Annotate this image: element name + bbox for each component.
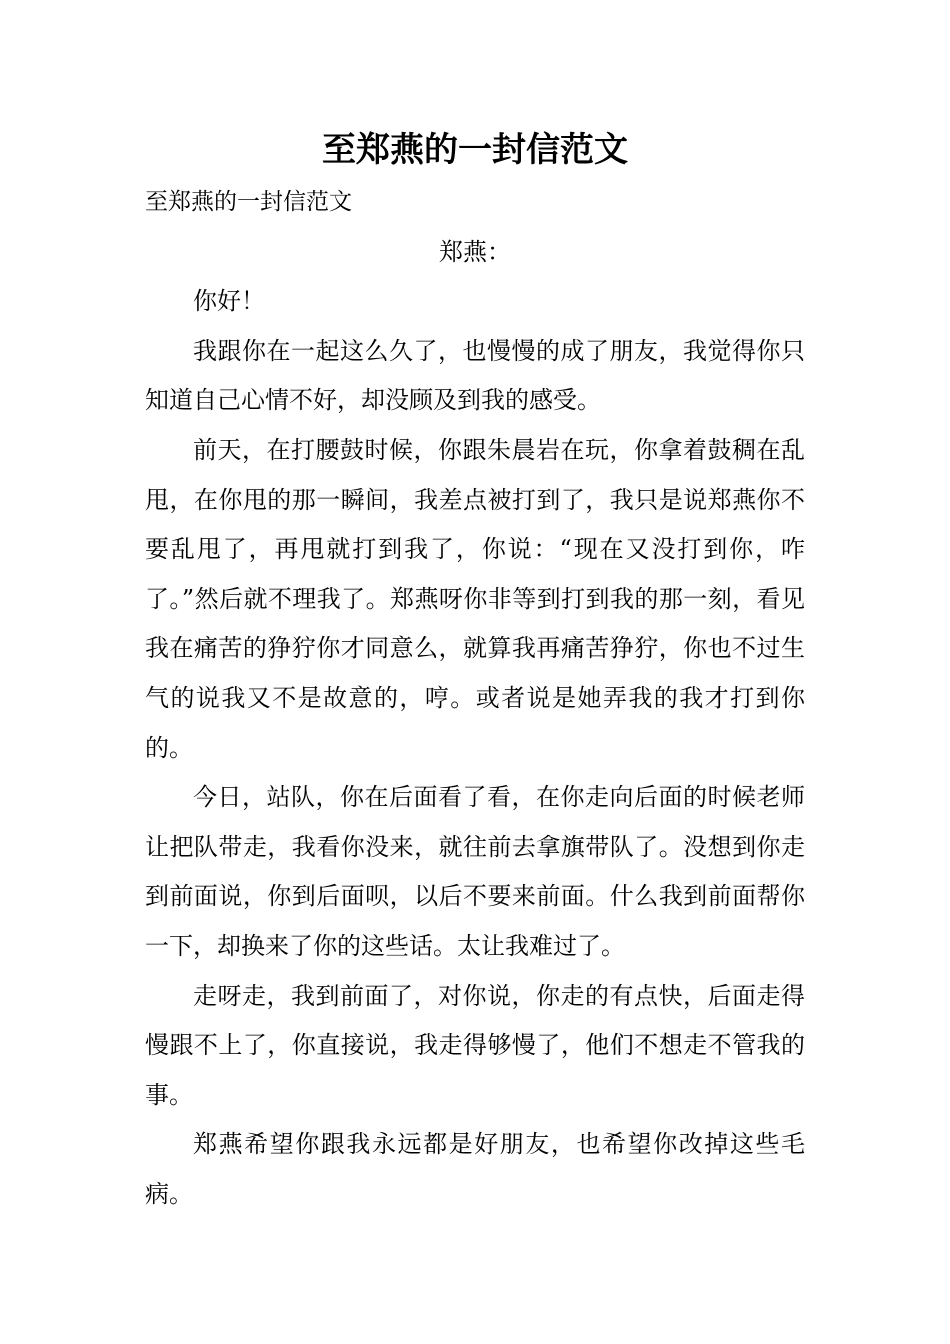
letter-paragraph: 前天，在打腰鼓时候，你跟朱晨岩在玩，你拿着鼓稠在乱甩，在你甩的那一瞬间，我差点被打到了，我只是说郑燕你不要乱甩了，再甩就打到我了，你说：“现在又没打到你，咋了。”然后就不理我了。郑燕呀你非等到打到我的那一刻，看见我在痛苦的狰狞你才同意么，就算我再痛苦狰狞，你也不过生气的说我又不是故意的，哼。或者说是她弄我的我才打到你的。 (145, 435, 805, 762)
document-subtitle: 至郑燕的一封信范文 (145, 189, 352, 215)
letter-paragraph: 我跟你在一起这么久了，也慢慢的成了朋友，我觉得你只知道自己心情不好，却没顾及到我的感受。 (145, 336, 805, 415)
letter-body (145, 178, 805, 1219)
letter-greeting: 你好！ (193, 287, 265, 316)
letter-paragraph: 今日，站队，你在后面看了看，在你走向后面的时候老师让把队带走，我看你没来，就往前去拿旗带队了。没想到你走到前面说，你到后面呗，以后不要来前面。什么我到前面帮你一下，却换来了你的这些话。太让我难过了。 (145, 783, 805, 960)
page-title: 至郑燕的一封信范文 (322, 130, 628, 170)
letter-paragraph: 郑燕希望你跟我永远都是好朋友，也希望你改掉这些毛病。 (145, 1130, 805, 1208)
letter-salutation: 郑燕： (439, 237, 511, 266)
letter-paragraph: 走呀走，我到前面了，对你说，你走的有点快，后面走得慢跟不上了，你直接说，我走得够慢了，他们不想走不管我的事。 (145, 981, 805, 1109)
